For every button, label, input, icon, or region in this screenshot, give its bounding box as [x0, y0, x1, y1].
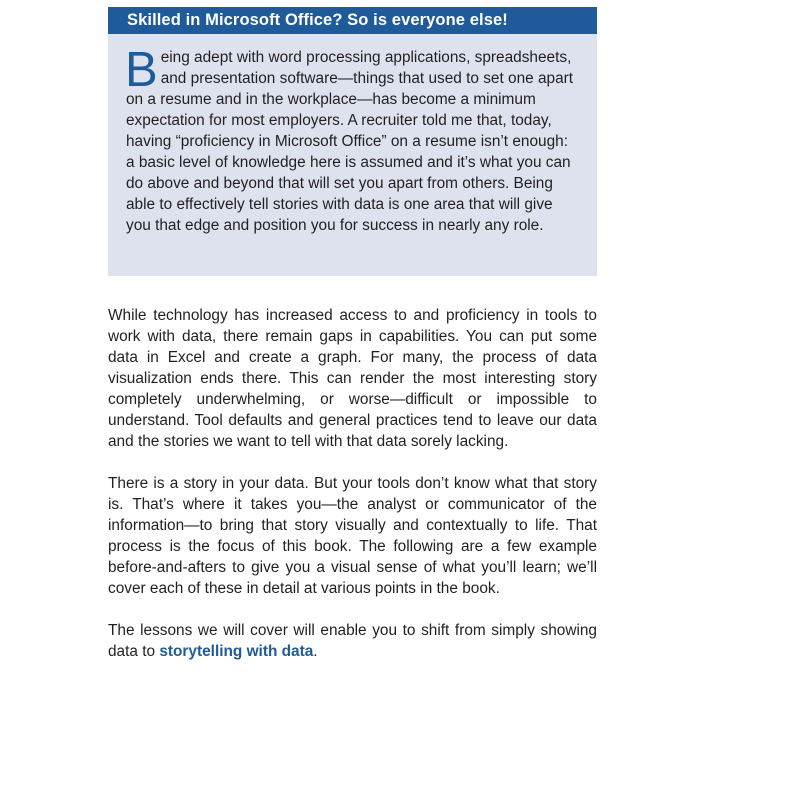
body-paragraph-1: While technology has increased access to and proficiency in tools to work with data, there remain gaps in capabilities. You can put some data in Excel and create a graph. For many, the process of data visualization ends there. This can render the most interesting story completely underwhelming, or worse—difficult or impossible to understand. Tool defaults and general practices tend to leave our data and the stories we want to tell with that data sorely lacking.: [108, 307, 597, 450]
drop-cap: B: [125, 43, 158, 97]
sidebar-body: [108, 34, 597, 236]
storytelling-highlight: storytelling with data: [159, 643, 314, 660]
sidebar-text: eing adept with word processing applications, spreadsheets, and presentation software—things that used to set one apart on a resume and in the workplace—has become a minimum expectation for most employers. A recruiter told me that, today, having “proficiency in Microsoft Office” on a resume isn’t enough: a basic level of knowledge here is assumed and it’s what you can do above and beyond that will set you apart from others. Being able to effectively tell stories with data is one area that will give you that edge and position you for success in nearly any role.: [126, 49, 574, 234]
page-content: [108, 7, 597, 683]
body-paragraph-3: [108, 620, 597, 662]
body-text: [108, 305, 597, 662]
body-paragraph-3-text: The lessons we will cover will enable you to shift from simply showing data to: [108, 622, 597, 660]
sidebar-box: [108, 7, 597, 276]
sidebar-title: Skilled in Microsoft Office? So is everyone else!: [108, 7, 597, 34]
body-paragraph-2: There is a story in your data. But your tools don’t know what that story is. That’s where it takes you—the analyst or communicator of the information—to bring that story visually and contextually to life. That process is the focus of this book. The following are a few example before-and-afters to give you a visual sense of what you’ll learn; we’ll cover each of these in detail at various points in the book.: [108, 475, 597, 597]
body-paragraph-3-end: .: [313, 643, 318, 660]
